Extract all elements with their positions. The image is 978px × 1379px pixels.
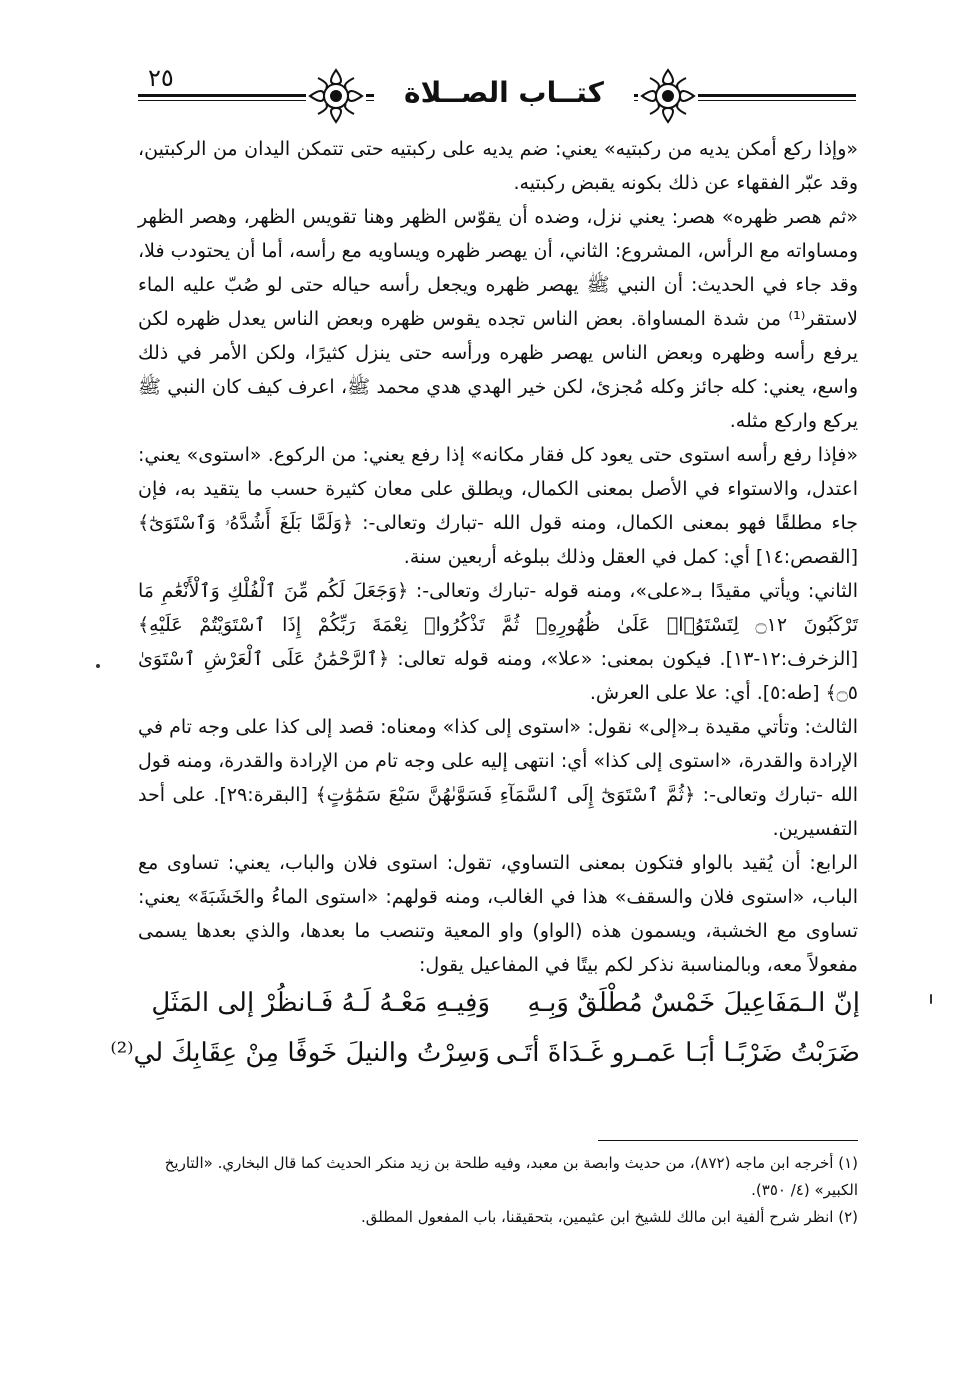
paragraph: «ثم هصر ظهره» هصر: يعني نزل، وضده أن يقوّس الظهر وهنا تقويس الظهر، وهصر الظهر ومساواته مع الرأس، المشروع: الثاني، أن يهصر ظهره ويساويه مع رأسه، أما أن يحتودب فلا، وقد جاء في الحديث: أن النبي ﷺ يهصر ظهره ويجعل رأسه حياله حتى لو صُبّ عليه الماء لاستقر⁽¹⁾ من شدة المساواة. بعض الناس تجده يقوس ظهره وبعض الناس يعدل ظهره لكن يرفع رأسه وظهره وبعض الناس يهصر ظهره ورأسه حتى ينزل كثيرًا، ولكن الأمر في ذلك واسع، يعني: كله جائز وكله مُجزئ، لكن خير الهدي هدي محمد ﷺ، اعرف كيف كان النبي ﷺ يركع واركع مثله.	[138, 206, 858, 432]
footnote: (١) أخرجه ابن ماجه (٨٧٢)، من حديث وابصة بن معبد، وفيه طلحة بن زيد منكر الحديث كما قال البخاري. «التاريخ الكبير» (٤/ ٣٥٠).	[164, 1154, 858, 1199]
poetry-verses	[110, 978, 860, 1078]
ornament-icon	[306, 66, 366, 126]
chapter-title: كتــاب الصــلاة	[374, 76, 634, 109]
scan-speck	[930, 994, 932, 1004]
page-header	[138, 58, 856, 130]
verse-second-hemistich: وَسِرْتُ والنيلَ خَوفًا مِنْ عِقَابِكَ لي⁽²⁾	[110, 1038, 490, 1068]
ornament-icon	[638, 66, 698, 126]
verse-second-hemistich: وَفِيـهِ مَعْـهُ لَـهُ فَـانظُرْ إلى المَثَلِ	[151, 988, 490, 1018]
footnote-divider	[598, 1140, 858, 1141]
verse-first-hemistich: إنّ الـمَفَاعِيلَ خَمْسٌ مُطْلَقٌ وَبِـهِ	[527, 988, 860, 1018]
footnote: (٢) انظر شرح ألفية ابن مالك للشيخ ابن عثيمين، بتحقيقنا، باب المفعول المطلق.	[361, 1208, 858, 1226]
verse-line	[151, 978, 860, 1028]
verse-first-hemistich: ضَرَبْتُ ضَرْبًـا أبَـا عَمـرو غَـدَاةَ أتَـى	[495, 1038, 860, 1068]
page-number: ٢٥	[144, 64, 178, 92]
body-text	[138, 132, 858, 982]
paragraph: الثاني: ويأتي مقيدًا بـ«على»، ومنه قوله -تبارك وتعالى-: ﴿وَجَعَلَ لَكُم مِّنَ ٱلْفُلْكِ وَٱلْأَنْعَٰمِ مَا تَرْكَبُونَ ۝١٢ لِتَسْتَوُۥا۟ عَلَىٰ ظُهُورِهِۦ ثُمَّ تَذْكُرُوا۟ نِعْمَةَ رَبِّكُمْ إِذَا ٱسْتَوَيْتُمْ عَلَيْهِ﴾ [الزخرف:١٢-١٣]. فيكون بمعنى: «علا»، ومنه قوله تعالى: ﴿ٱلرَّحْمَٰنُ عَلَى ٱلْعَرْشِ ٱسْتَوَىٰ ۝٥﴾ [طه:٥]. أي: علا على العرش.	[138, 580, 858, 704]
scan-speck	[96, 664, 100, 668]
paragraph: «وإذا ركع أمكن يديه من ركبتيه» يعني: ضم يديه على ركبتيه حتى تتمكن اليدان من الركبتين، وقد عبّر الفقهاء عن ذلك بكونه يقبض ركبتيه.	[138, 138, 858, 194]
footnotes	[138, 1150, 858, 1231]
paragraph: الثالث: وتأتي مقيدة بـ«إلى» نقول: «استوى إلى كذا» ومعناه: قصد إلى كذا على وجه تام في الإرادة والقدرة، «استوى إلى كذا» أي: انتهى إليه على وجه تام من الإرادة والقدرة، ومنه قول الله -تبارك وتعالى-: ﴿ثُمَّ ٱسْتَوَىٰٓ إِلَى ٱلسَّمَآءِ فَسَوَّىٰهُنَّ سَبْعَ سَمَٰوَٰتٍ﴾ [البقرة:٢٩]. على أحد التفسيرين.	[138, 716, 858, 840]
paragraph: «فإذا رفع رأسه استوى حتى يعود كل فقار مكانه» إذا رفع يعني: من الركوع. «استوى» يعني: اعتدل، والاستواء في الأصل بمعنى الكمال، ويطلق على معان كثيرة حسب ما يتقيد به، فإن جاء مطلقًا فهو بمعنى الكمال، ومنه قول الله -تبارك وتعالى-: ﴿وَلَمَّا بَلَغَ أَشُدَّهُۥ وَٱسْتَوَىٰٓ﴾ [القصص:١٤] أي: كمل في العقل وذلك ببلوغه أربعين سنة.	[138, 444, 858, 568]
verse-line	[110, 1028, 860, 1078]
paragraph: الرابع: أن يُقيد بالواو فتكون بمعنى التساوي، تقول: استوى فلان والباب، يعني: تساوى مع الباب، «استوى فلان والسقف» هذا في الغالب، ومنه قولهم: «استوى الماءُ والخَشَبَةَ» يعني: تساوى مع الخشبة، ويسمون هذه (الواو) واو المعية وتنصب ما بعدها، والذي بعدها يسمى مفعولاً معه، وبالمناسبة نذكر لكم بيتًا في المفاعيل يقول:	[138, 852, 858, 976]
